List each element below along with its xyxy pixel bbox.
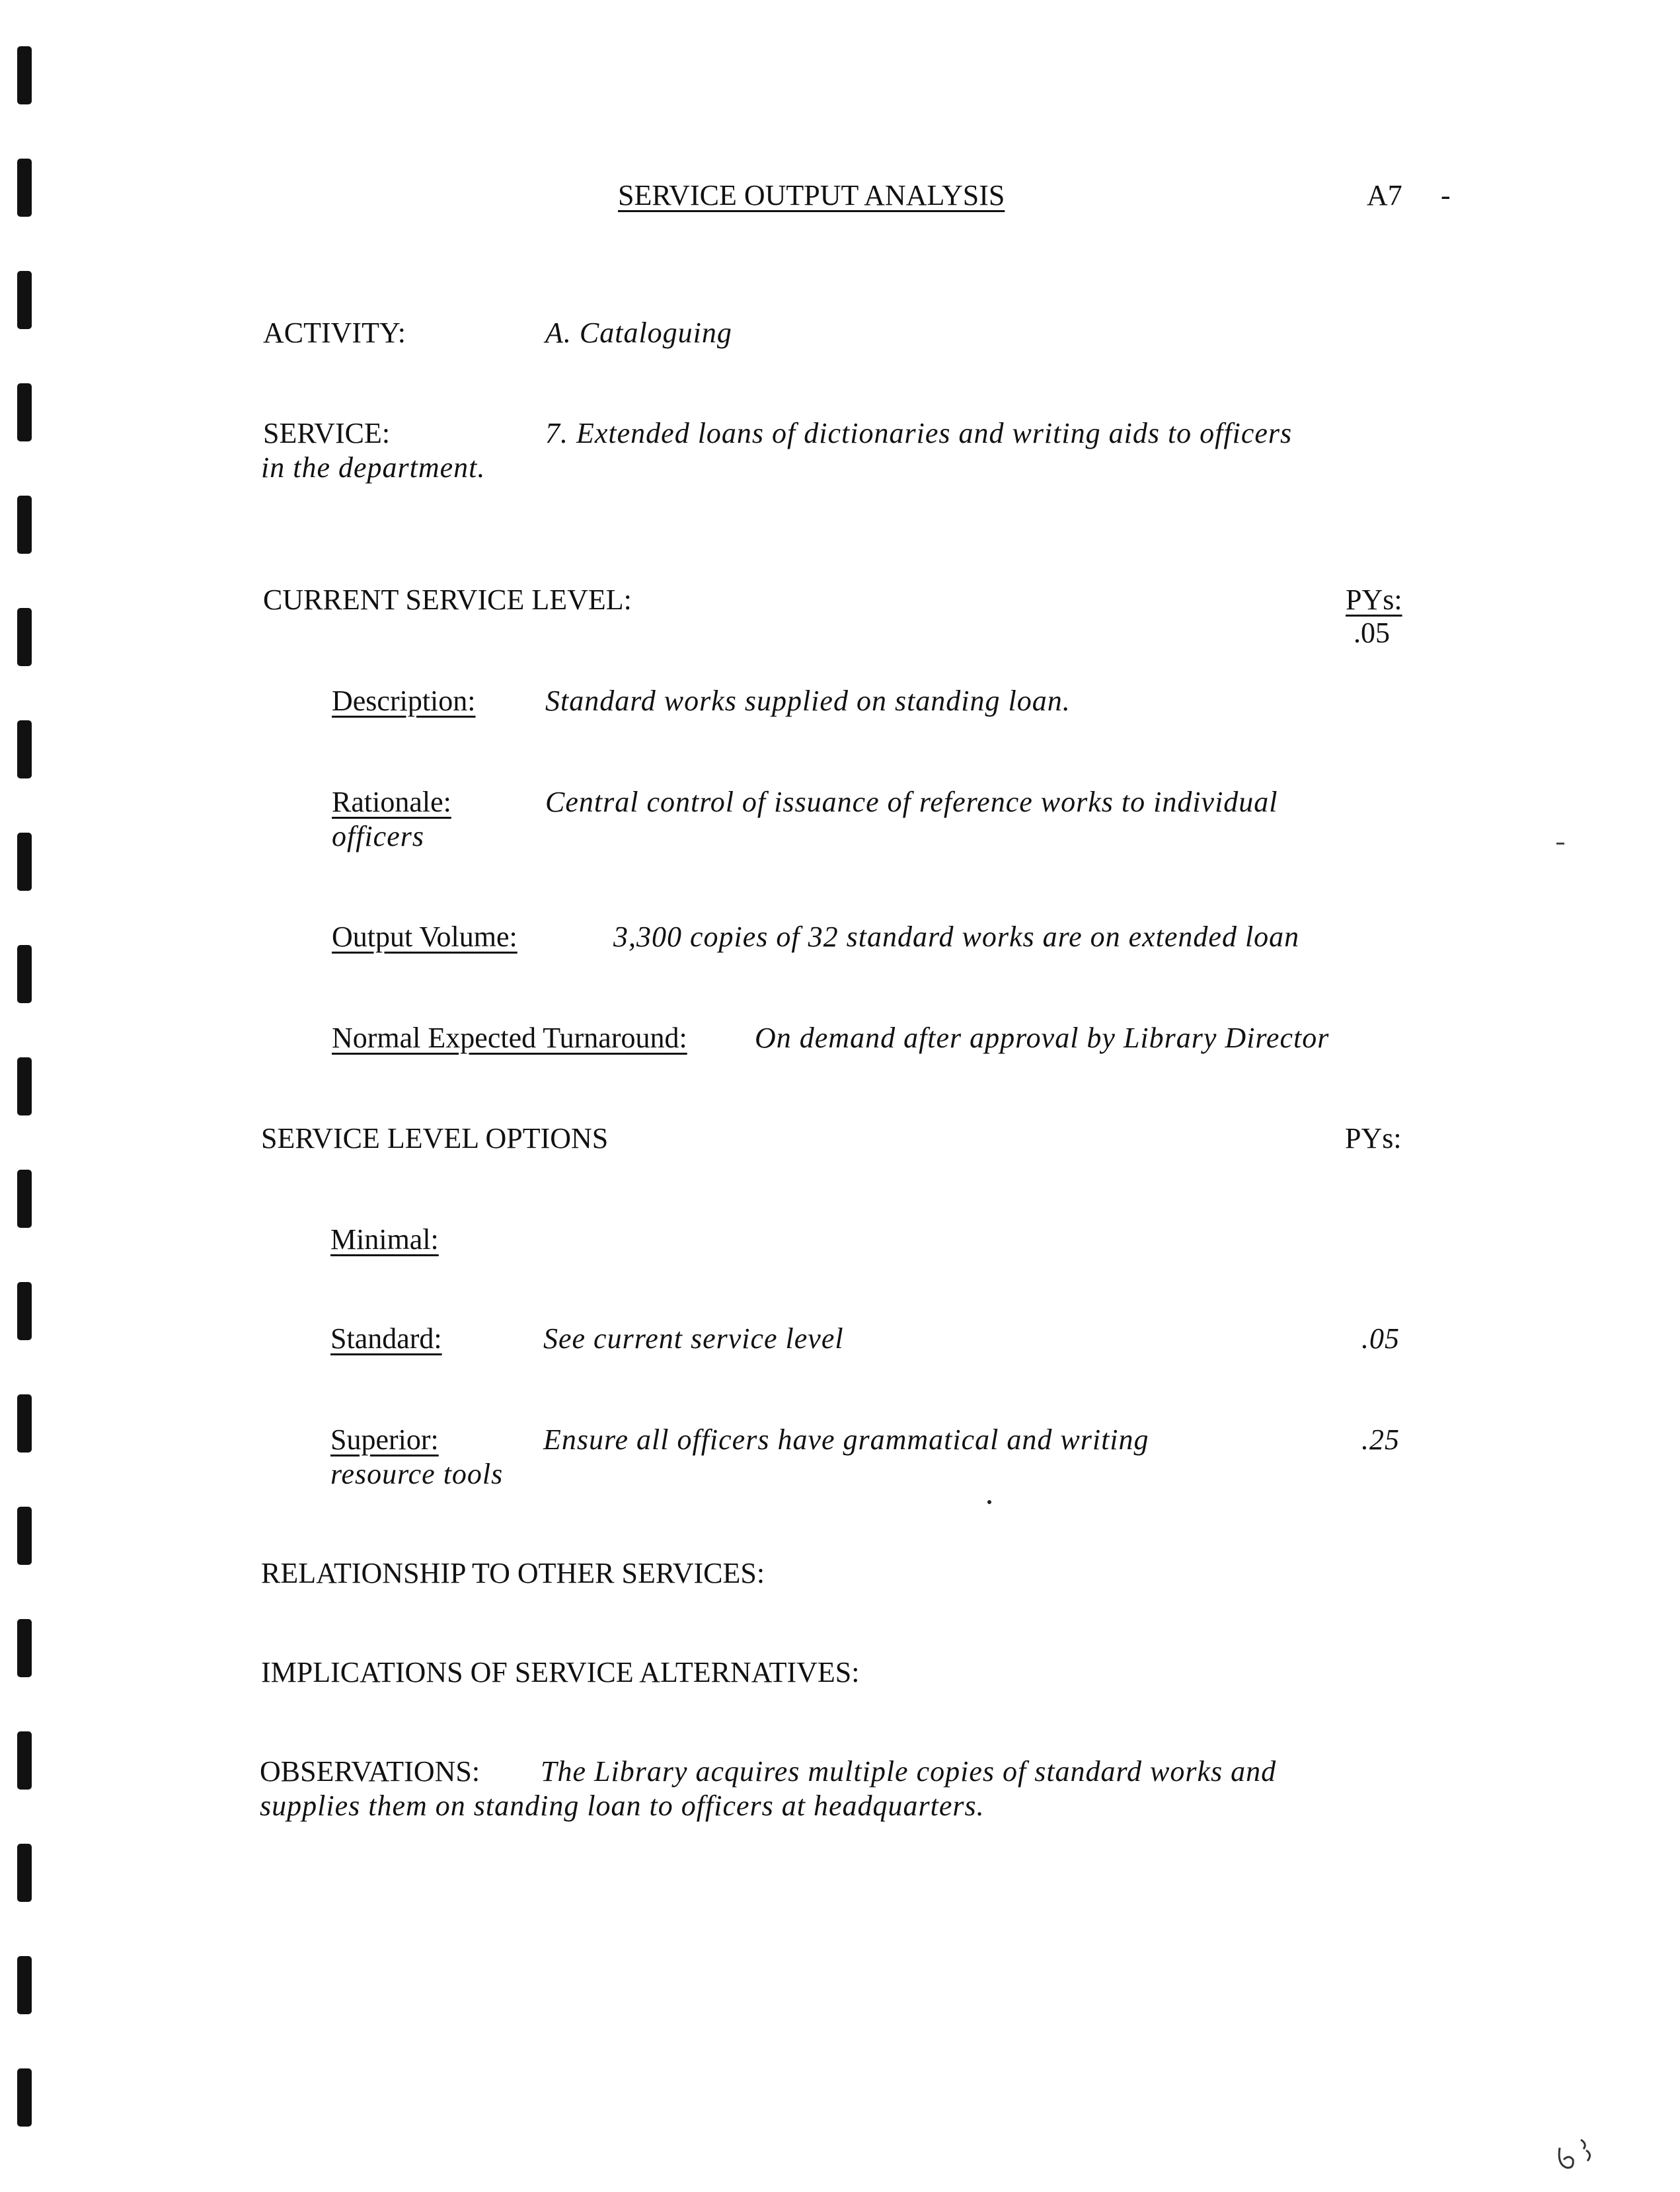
binder-hole bbox=[17, 720, 32, 778]
standard-value: See current service level bbox=[543, 1322, 844, 1355]
binder-hole bbox=[17, 1956, 32, 2014]
binder-hole bbox=[17, 1057, 32, 1115]
current-pys-value: .05 bbox=[1354, 617, 1390, 649]
relationship-heading: RELATIONSHIP TO OTHER SERVICES: bbox=[261, 1557, 765, 1589]
observations-line2: supplies them on standing loan to officers at headquarters. bbox=[260, 1790, 985, 1822]
observations-line1: The Library acquires multiple copies of standard works and bbox=[541, 1755, 1277, 1788]
binder-hole bbox=[17, 833, 32, 891]
page-code: A7 bbox=[1367, 179, 1402, 211]
binder-hole bbox=[17, 2068, 32, 2127]
superior-line2: resource tools bbox=[330, 1458, 504, 1490]
service-line1: 7. Extended loans of dictionaries and writing aids to officers bbox=[545, 417, 1293, 449]
binder-hole bbox=[17, 271, 32, 329]
binder-hole bbox=[17, 1170, 32, 1228]
rationale-line1: Central control of issuance of reference works to individual bbox=[545, 786, 1278, 818]
standard-pys: .05 bbox=[1361, 1322, 1400, 1355]
binder-hole bbox=[17, 159, 32, 217]
scan-speck bbox=[987, 1500, 991, 1504]
output-volume-value: 3,300 copies of 32 standard works are on extended loan bbox=[613, 921, 1300, 953]
binder-hole bbox=[17, 383, 32, 441]
header-dash: - bbox=[1441, 179, 1451, 211]
minimal-label: Minimal: bbox=[330, 1223, 439, 1256]
binder-hole bbox=[17, 1394, 32, 1453]
current-service-level-heading: CURRENT SERVICE LEVEL: bbox=[263, 584, 632, 616]
binder-hole bbox=[17, 1844, 32, 1902]
superior-label: Superior: bbox=[330, 1423, 439, 1456]
superior-pys: .25 bbox=[1361, 1423, 1400, 1456]
binder-hole bbox=[17, 1731, 32, 1790]
service-line2: in the department. bbox=[261, 451, 486, 484]
service-level-options-heading: SERVICE LEVEL OPTIONS bbox=[261, 1122, 609, 1154]
implications-heading: IMPLICATIONS OF SERVICE ALTERNATIVES: bbox=[261, 1656, 860, 1688]
activity-value: A. Cataloguing bbox=[545, 317, 732, 349]
binder-hole bbox=[17, 945, 32, 1003]
scan-speck bbox=[1556, 843, 1564, 845]
superior-line1: Ensure all officers have grammatical and writing bbox=[543, 1423, 1149, 1456]
handwritten-mark bbox=[1554, 2135, 1601, 2174]
standard-label: Standard: bbox=[330, 1322, 442, 1355]
handwritten-mark-icon bbox=[1554, 2135, 1601, 2174]
service-label: SERVICE: bbox=[263, 417, 391, 449]
options-pys-label: PYs: bbox=[1345, 1122, 1402, 1154]
turnaround-label: Normal Expected Turnaround: bbox=[332, 1022, 687, 1054]
output-volume-label: Output Volume: bbox=[332, 921, 517, 953]
description-value: Standard works supplied on standing loan. bbox=[545, 685, 1071, 717]
binder-hole bbox=[17, 1282, 32, 1340]
current-pys-label: PYs: bbox=[1346, 584, 1402, 616]
activity-label: ACTIVITY: bbox=[263, 317, 406, 349]
binder-hole bbox=[17, 46, 32, 104]
page-title: SERVICE OUTPUT ANALYSIS bbox=[618, 179, 1005, 211]
observations-label: OBSERVATIONS: bbox=[260, 1755, 480, 1788]
binder-hole bbox=[17, 496, 32, 554]
description-label: Description: bbox=[332, 685, 476, 717]
binder-hole bbox=[17, 1619, 32, 1677]
rationale-label: Rationale: bbox=[332, 786, 451, 818]
turnaround-value: On demand after approval by Library Director bbox=[755, 1022, 1330, 1054]
binder-hole bbox=[17, 1507, 32, 1565]
binder-hole bbox=[17, 608, 32, 666]
rationale-line2: officers bbox=[332, 820, 424, 852]
